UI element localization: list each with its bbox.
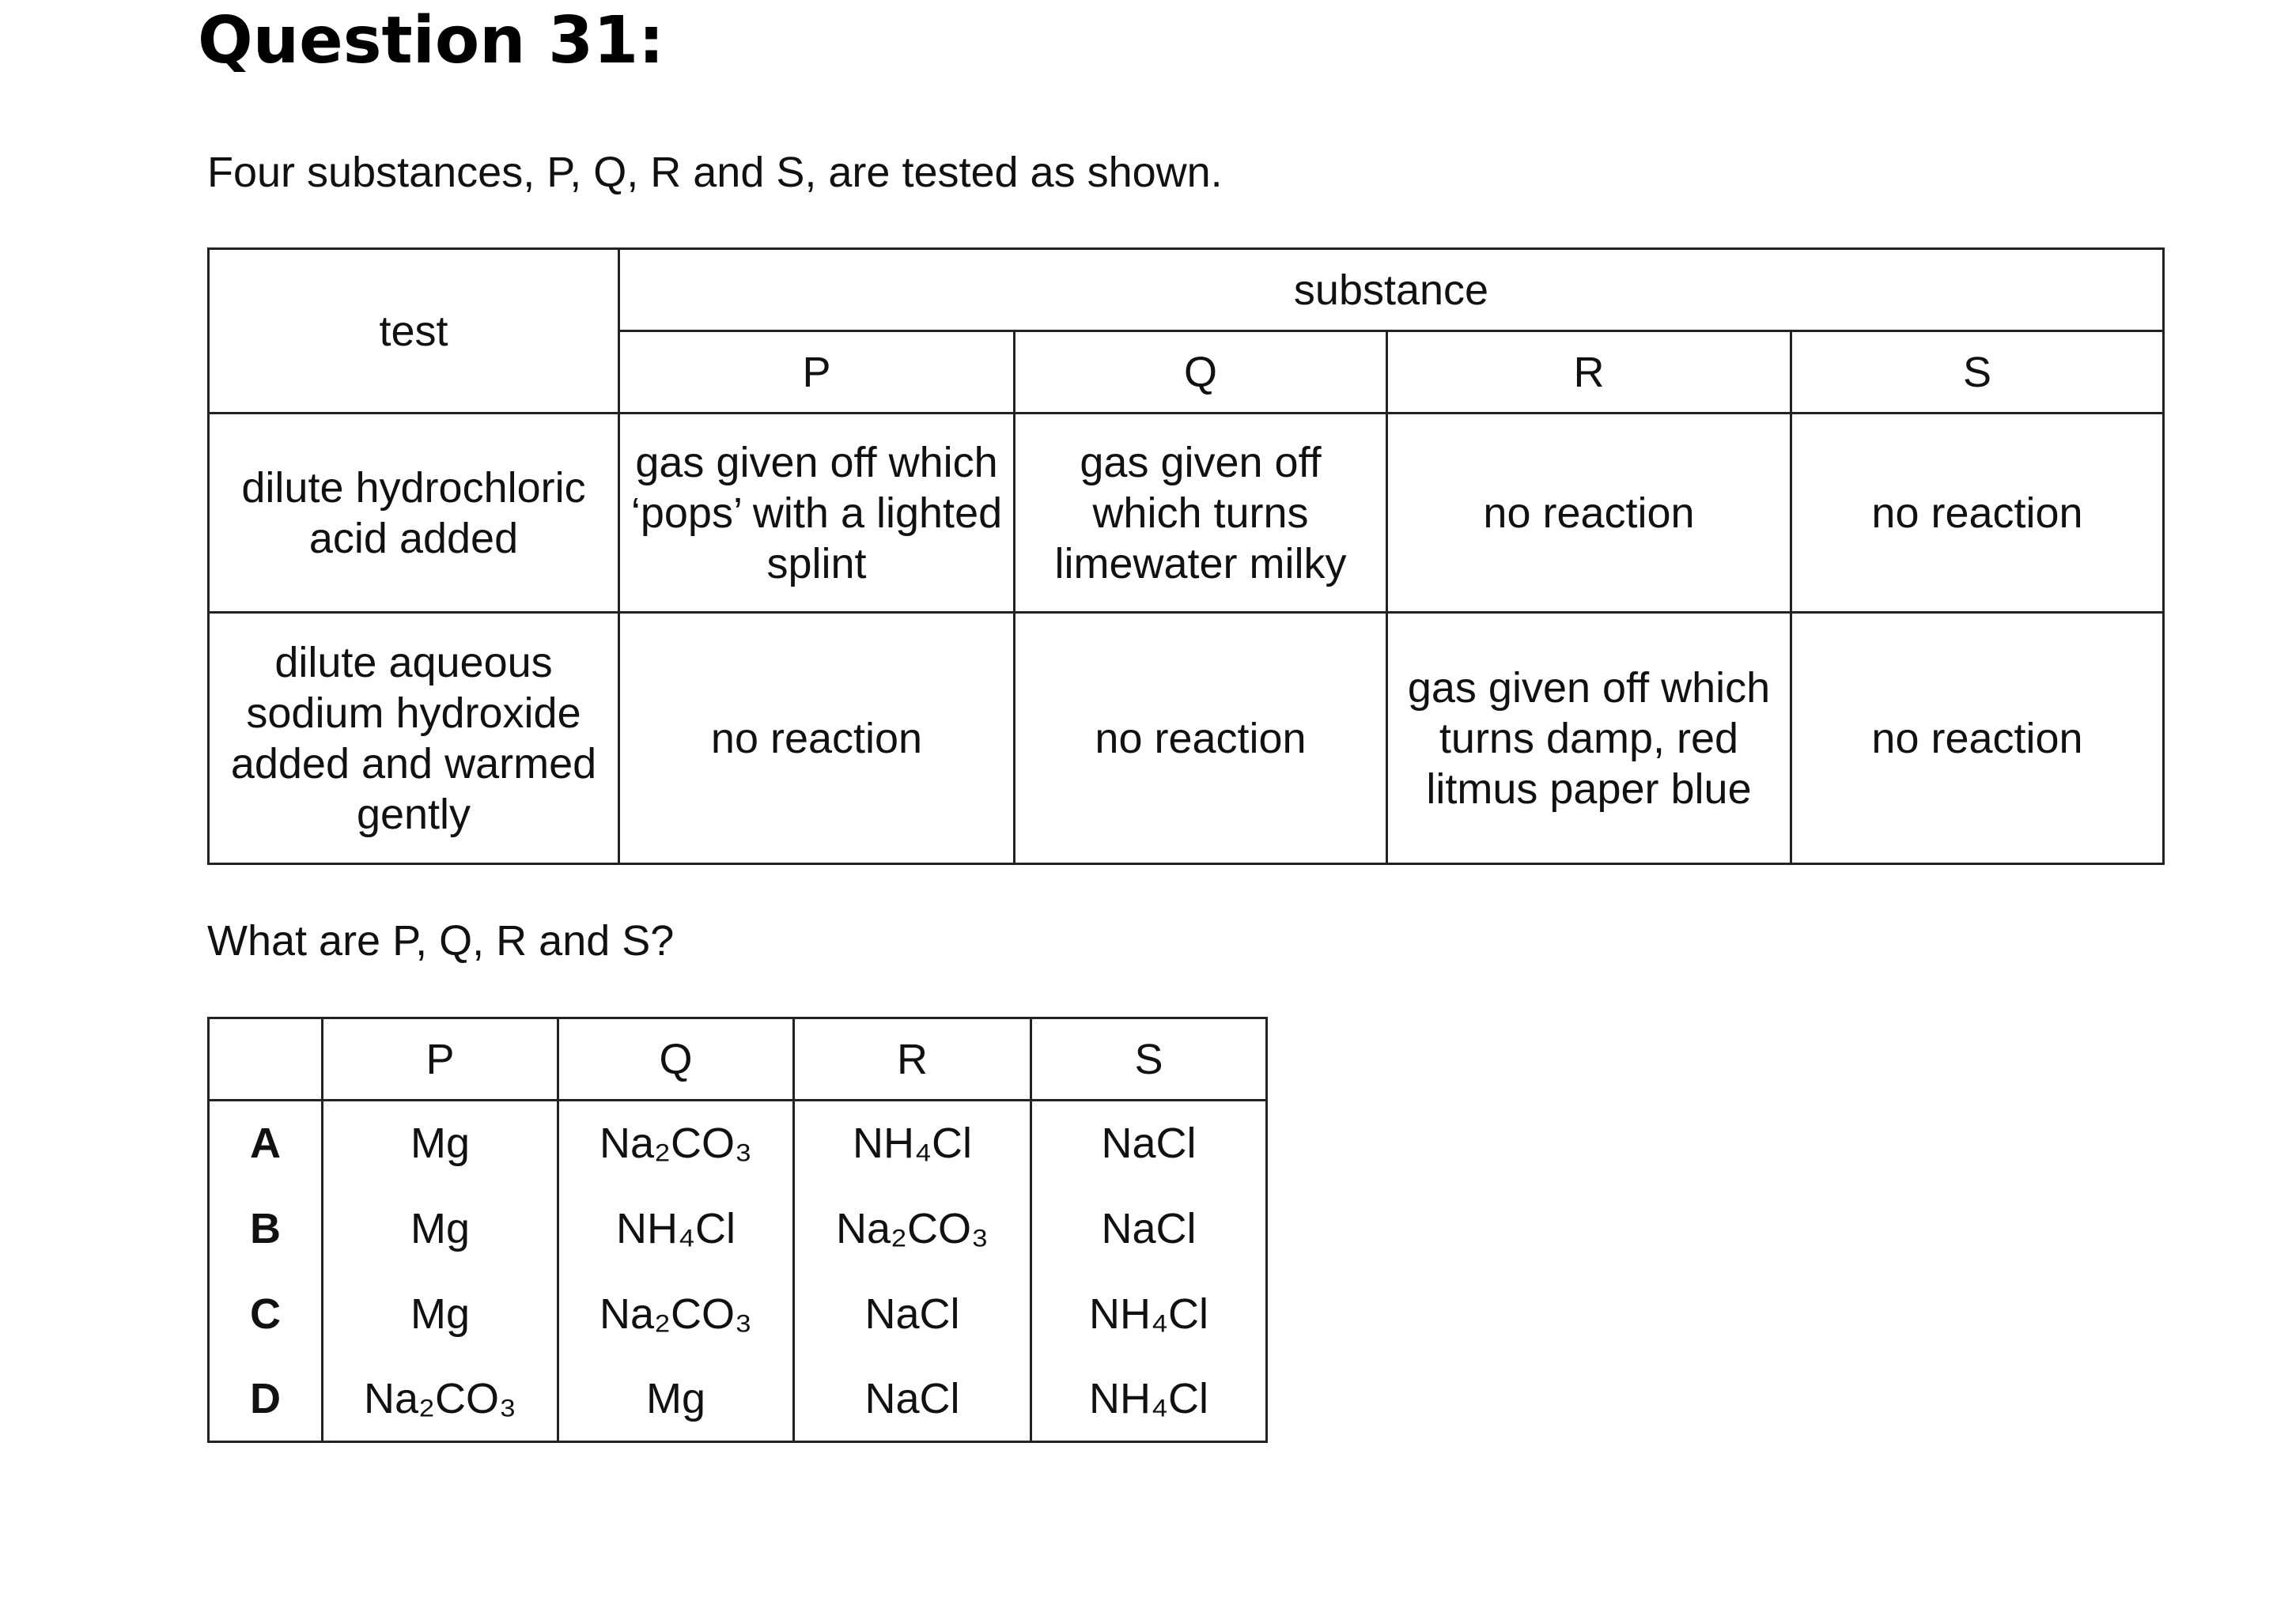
option-row-d[interactable]	[209, 1357, 1267, 1442]
options-header-s: S	[1031, 1018, 1267, 1101]
column-header-q: Q	[1015, 331, 1387, 414]
result-cell: no reaction	[1387, 414, 1791, 613]
options-header-p: P	[323, 1018, 558, 1101]
test-header: test	[209, 249, 619, 414]
result-cell: no reaction	[1791, 414, 2164, 613]
table-row	[209, 613, 2164, 864]
option-value: Mg	[558, 1357, 794, 1442]
options-header-q: Q	[558, 1018, 794, 1101]
option-value: Na₂CO₃	[558, 1271, 794, 1357]
tests-table	[207, 247, 2165, 865]
question-title: Question 31:	[198, 3, 664, 78]
result-cell: no reaction	[1791, 613, 2164, 864]
option-value: NH₄Cl	[794, 1101, 1031, 1186]
option-value: NH₄Cl	[558, 1186, 794, 1271]
result-cell: gas given off which turns damp, red litmus paper blue	[1387, 613, 1791, 864]
table-row	[209, 414, 2164, 613]
options-table	[207, 1017, 1268, 1443]
option-value: Mg	[323, 1186, 558, 1271]
option-value: NaCl	[1031, 1101, 1267, 1186]
substance-header: substance	[619, 249, 2164, 331]
option-value: NH₄Cl	[1031, 1271, 1267, 1357]
option-value: Na₂CO₃	[794, 1186, 1031, 1271]
column-header-s: S	[1791, 331, 2164, 414]
option-value: Na₂CO₃	[323, 1357, 558, 1442]
question-text: What are P, Q, R and S?	[207, 917, 675, 965]
result-cell: gas given off which turns limewater milky	[1015, 414, 1387, 613]
option-letter: A	[209, 1101, 323, 1186]
result-cell: gas given off which ‘pops’ with a lighted splint	[619, 414, 1015, 613]
test-name-sodium-hydroxide: dilute aqueous sodium hydroxide added and warmed gently	[209, 613, 619, 864]
column-header-r: R	[1387, 331, 1791, 414]
intro-text: Four substances, P, Q, R and S, are tested as shown.	[207, 149, 1223, 196]
option-value: NH₄Cl	[1031, 1357, 1267, 1442]
column-header-p: P	[619, 331, 1015, 414]
option-value: NaCl	[794, 1357, 1031, 1442]
option-value: Na₂CO₃	[558, 1101, 794, 1186]
test-name-hydrochloric: dilute hydrochloric acid added	[209, 414, 619, 613]
option-row-a[interactable]	[209, 1101, 1267, 1186]
option-row-c[interactable]	[209, 1271, 1267, 1357]
options-corner-cell	[209, 1018, 323, 1101]
option-letter: C	[209, 1271, 323, 1357]
option-value: NaCl	[794, 1271, 1031, 1357]
option-row-b[interactable]	[209, 1186, 1267, 1271]
option-letter: D	[209, 1357, 323, 1442]
options-header-r: R	[794, 1018, 1031, 1101]
option-value: Mg	[323, 1101, 558, 1186]
option-value: Mg	[323, 1271, 558, 1357]
result-cell: no reaction	[619, 613, 1015, 864]
result-cell: no reaction	[1015, 613, 1387, 864]
option-letter: B	[209, 1186, 323, 1271]
option-value: NaCl	[1031, 1186, 1267, 1271]
